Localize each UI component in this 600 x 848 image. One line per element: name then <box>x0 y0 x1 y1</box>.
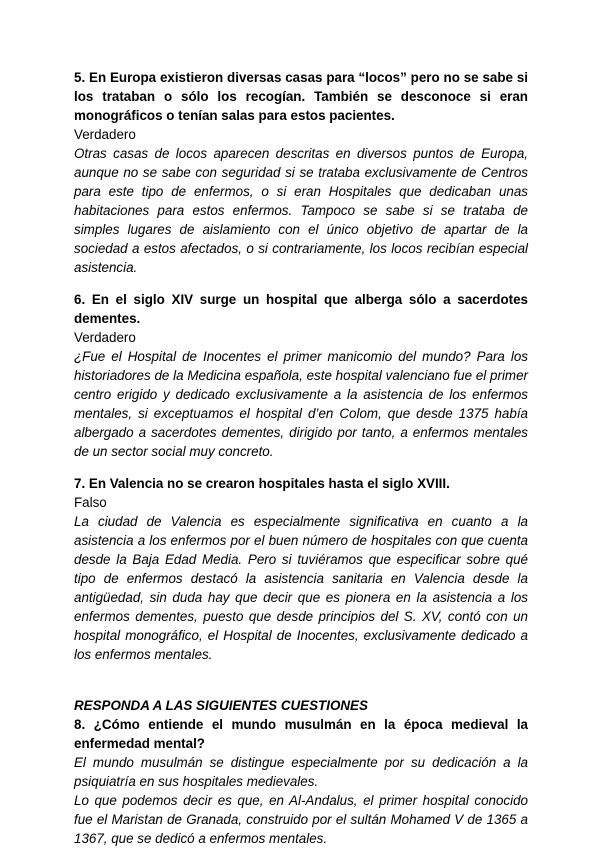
question-8-paragraph-1: El mundo musulmán se distingue especialmente por su dedicación a la psiquiatría en sus hospitales medievales. <box>74 755 528 789</box>
question-5-explanation: Otras casas de locos aparecen descritas en diversos puntos de Europa, aunque no se sabe con seguridad si se trataba exclusivamente de Centros para este tipo de enfermos, o si eran Hospitales que dedicaban unas habitaciones para estos enfermos. Tampoco se sabe si se trataba de simples lugares de aislamiento con el único objetivo de apartar de la sociedad a estos afectados, o si contrariamente, los locos recibían especial asistencia. <box>74 146 528 275</box>
spacer <box>74 664 528 696</box>
question-8-paragraph-2: Lo que podemos decir es que, en Al-Andalus, el primer hospital conocido fue el Maristan de Granada, construido por el sultán Mohamed V de 1365 a 1367, que se dedicó a enfermos mentales. <box>74 793 528 846</box>
section-title: RESPONDA A LAS SIGUIENTES CUESTIONES <box>74 698 368 713</box>
document-page <box>74 68 528 848</box>
section-block <box>74 696 528 848</box>
question-7-text: 7. En Valencia no se crearon hospitales hasta el siglo XVIII. <box>74 476 450 491</box>
question-6-answer: Verdadero <box>74 330 136 345</box>
spacer <box>74 461 528 474</box>
question-6-text: 6. En el siglo XIV surge un hospital que alberga sólo a sacerdotes dementes. <box>74 292 528 326</box>
question-block-6 <box>74 290 528 461</box>
question-8-text: 8. ¿Cómo entiende el mundo musulmán en la época medieval la enfermedad mental? <box>74 717 528 751</box>
question-7-explanation: La ciudad de Valencia es especialmente significativa en cuanto a la asistencia a los enfermos por el buen número de hospitales con que cuenta desde la Baja Edad Media. Pero si tuviéramos que especificar sobre qué tipo de enfermos destacó la asistencia sanitaria en Valencia desde la antigüedad, sin duda hay que decir que es pionera en la asistencia a los enfermos dementes, puesto que desde principios del S. XV, contó con un hospital monográfico, el Hospital de Inocentes, exclusivamente dedicado a los enfermos mentales. <box>74 514 528 662</box>
question-5-text: 5. En Europa existieron diversas casas para “locos” pero no se sabe si los trataban o sólo los recogían. También se desconoce si eran monográficos o tenían salas para estos pacientes. <box>74 70 528 123</box>
question-6-explanation: ¿Fue el Hospital de Inocentes el primer manicomio del mundo? Para los historiadores de la Medicina española, este hospital valenciano fue el primer centro erigido y dedicado exclusivamente a la asistencia de los enfermos mentales, si exceptuamos el hospital d’en Colom, que desde 1375 había albergado a sacerdotes dementes, dirigido por tanto, a enfermos mentales de un sector social muy concreto. <box>74 349 528 459</box>
question-block-5 <box>74 68 528 277</box>
spacer <box>74 277 528 290</box>
question-5-answer: Verdadero <box>74 127 136 142</box>
question-block-7 <box>74 474 528 664</box>
question-7-answer: Falso <box>74 495 107 510</box>
